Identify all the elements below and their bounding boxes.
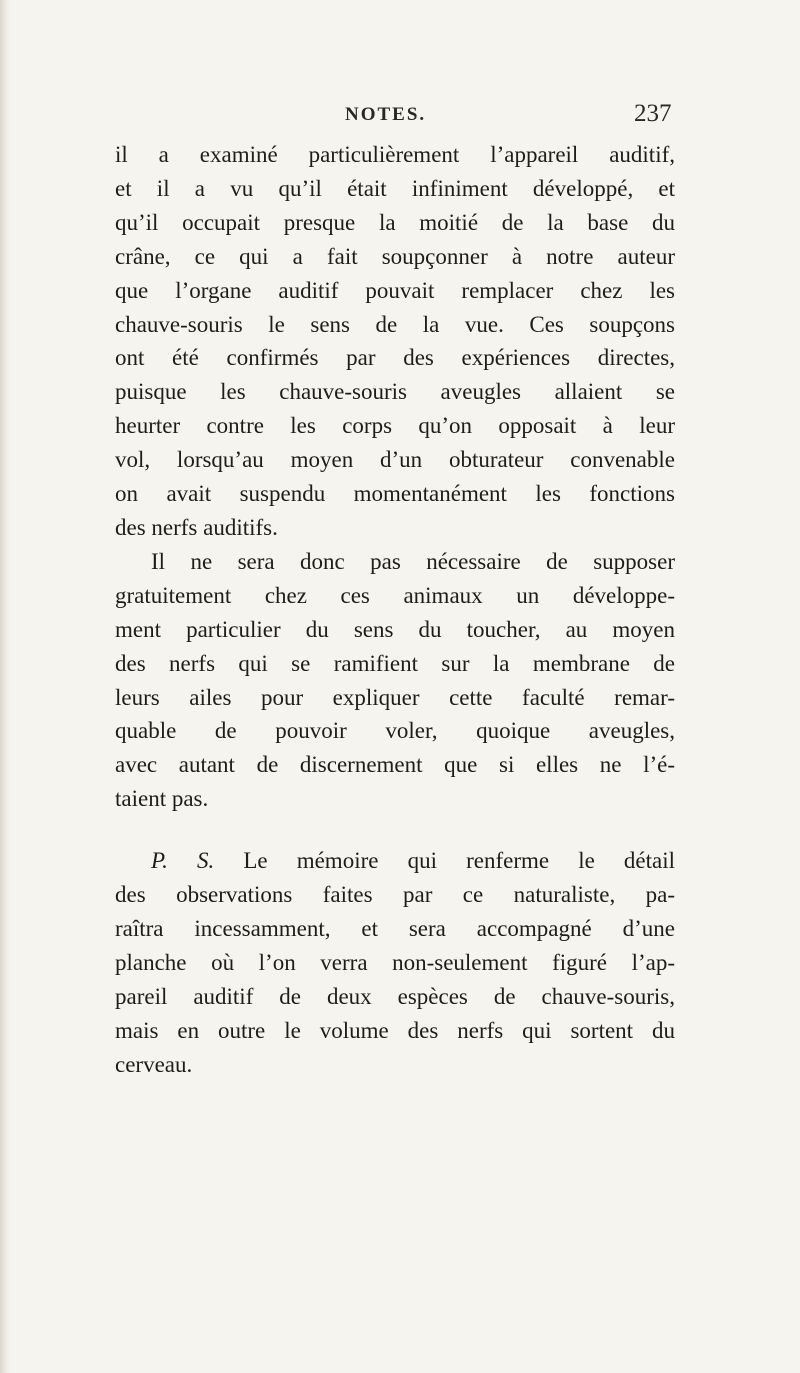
text-line: on avait suspendu momentanément les fonctions — [115, 481, 675, 507]
postscript-mark: P. S. — [151, 848, 215, 874]
text-line: Il ne sera donc pas nécessaire de supposer — [151, 548, 675, 574]
text-line: leurs ailes pour expliquer cette faculté remar- — [115, 684, 675, 710]
body-text — [115, 138, 675, 1081]
text-line: des nerfs qui se ramifient sur la membrane de — [115, 650, 675, 676]
page-number: 237 — [634, 100, 672, 127]
text-line: chauve-souris le sens de la vue. Ces soupçons — [115, 311, 675, 337]
text-line: pareil auditif de deux espèces de chauve-souris, — [115, 983, 675, 1009]
running-head: NOTES. — [345, 104, 427, 125]
page-binding-edge — [0, 0, 10, 1373]
text-line: taient pas. — [115, 786, 209, 812]
text-line: planche où l’on verra non-seulement figuré l’ap- — [115, 949, 675, 975]
text-line: cerveau. — [115, 1051, 193, 1077]
text-line: il a examiné particulièrement l’appareil auditif, — [115, 142, 675, 167]
text-line: puisque les chauve-souris aveugles allaient se — [115, 379, 675, 405]
text-line: quable de pouvoir voler, quoique aveugles, — [115, 718, 675, 744]
text-line: des observations faites par ce naturaliste, pa- — [115, 882, 675, 908]
text-line: avec autant de discernement que si elles ne l’é- — [115, 752, 675, 778]
text-line: que l’organe auditif pouvait remplacer chez les — [115, 277, 675, 303]
text-line: raîtra incessamment, et sera accompagné d’une — [115, 915, 675, 941]
text-line: mais en outre le volume des nerfs qui sortent du — [115, 1017, 675, 1043]
postscript-first-line — [115, 844, 675, 878]
text-line: ment particulier du sens du toucher, au moyen — [115, 616, 675, 642]
postscript-first-text: Le mémoire qui renferme le détail — [243, 848, 675, 874]
text-line: qu’il occupait presque la moitié de la base du — [115, 209, 675, 235]
text-line: et il a vu qu’il était infiniment développé, et — [115, 175, 675, 201]
text-line: des nerfs auditifs. — [115, 514, 278, 540]
text-line: crâne, ce qui a fait soupçonner à notre auteur — [115, 243, 675, 269]
text-line: vol, lorsqu’au moyen d’un obturateur convenable — [115, 447, 675, 473]
text-line: gratuitement chez ces animaux un développe- — [115, 582, 675, 608]
paragraph-gap — [115, 816, 675, 844]
page-header — [0, 96, 800, 136]
text-line: ont été confirmés par des expériences directes, — [115, 345, 675, 371]
text-line: heurter contre les corps qu’on opposait à leur — [115, 413, 675, 439]
